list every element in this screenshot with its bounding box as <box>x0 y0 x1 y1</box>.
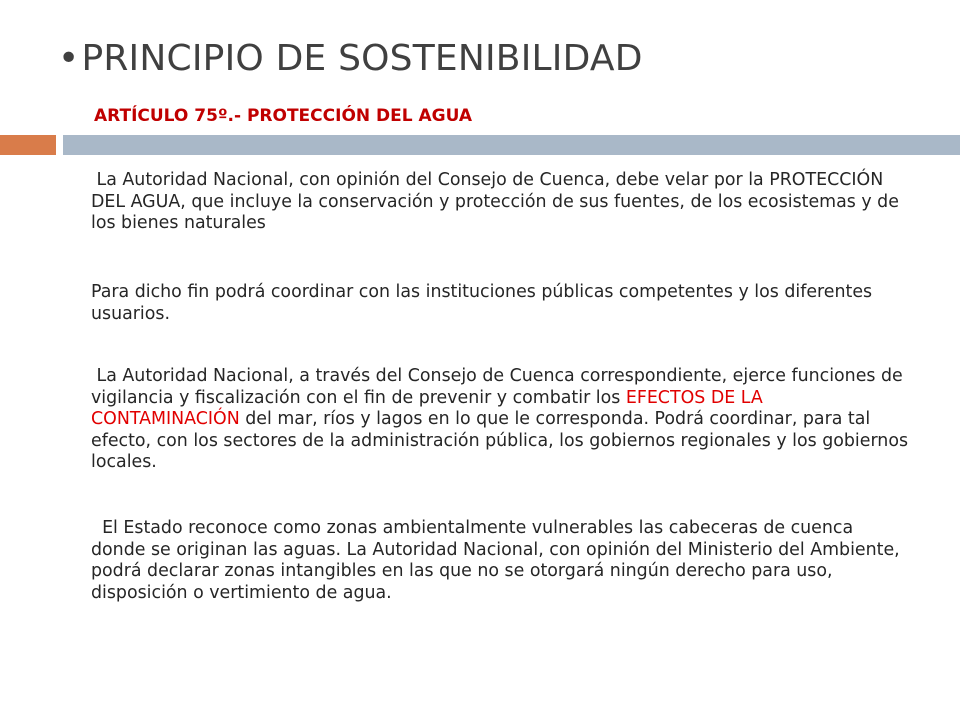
divider-accent-left <box>0 135 56 155</box>
paragraph-1: La Autoridad Nacional, con opinión del Consejo de Cuenca, debe velar por la PROTECCIÓN DEL AGUA, que incluye la conservación y protección de sus fuentes, de los ecosistemas y de los bienes naturales <box>91 170 905 233</box>
paragraph-3 <box>91 366 914 474</box>
article-heading: ARTÍCULO 75º.- PROTECCIÓN DEL AGUA <box>94 106 473 126</box>
paragraph-3-text-a: La Autoridad Nacional, a través del Consejo de Cuenca correspondiente, ejerce funciones de vigilancia y fiscalización con el fin de prevenir y combatir los <box>91 366 909 408</box>
slide-title <box>58 38 643 79</box>
paragraph-4: El Estado reconoce como zonas ambientalmente vulnerables las cabeceras de cuenca donde se originan las aguas. La Autoridad Nacional, con opinión del Ministerio del Ambiente, podrá declarar zonas intangibles en las que no se otorgará ningún derecho para uso, disposición o vertimiento de agua. <box>91 518 906 603</box>
divider-accent-right <box>63 135 960 155</box>
paragraph-2: Para dicho fin podrá coordinar con las instituciones públicas competentes y los diferentes usuarios. <box>91 282 873 324</box>
paragraph-3-text-b: del mar, ríos y lagos en lo que le corresponda. Podrá coordinar, para tal efecto, con los sectores de la administración pública, los gobiernos regionales y los gobiernos locales. <box>91 409 914 472</box>
title-text: PRINCIPIO DE SOSTENIBILIDAD <box>81 38 643 79</box>
contamination-highlight: EFECTOS DE LA CONTAMINACIÓN <box>91 387 769 429</box>
title-bullet: • <box>58 38 80 79</box>
